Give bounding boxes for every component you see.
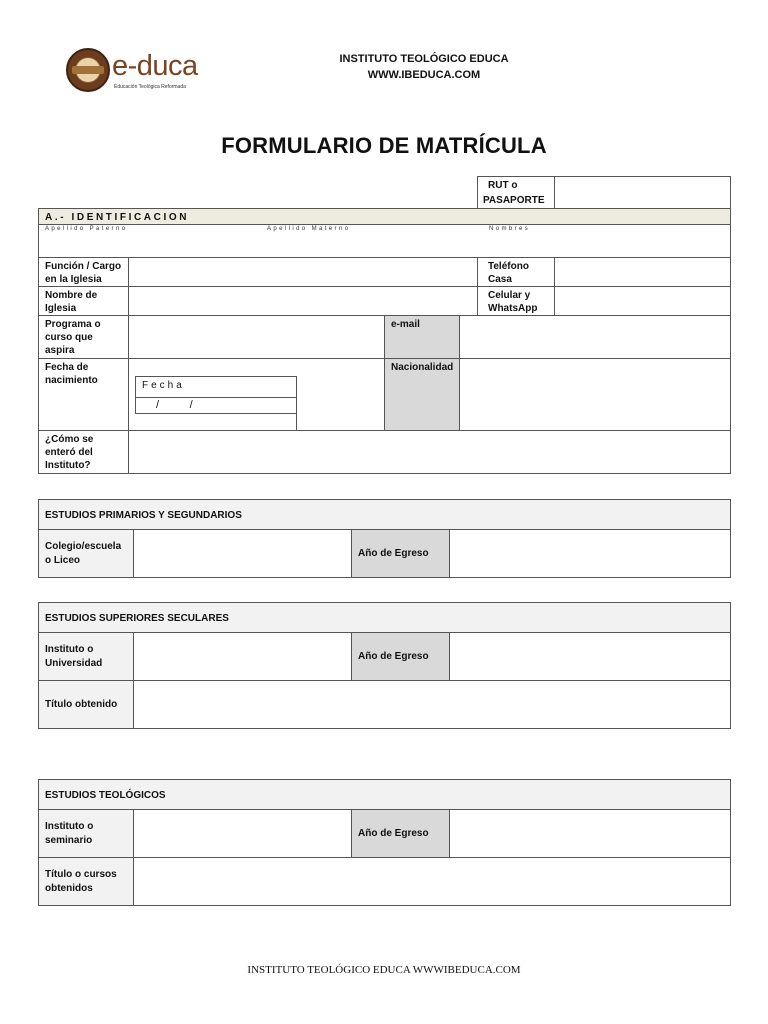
- funcion-label-line1: Función / Cargo: [45, 261, 122, 272]
- telefono-input[interactable]: [554, 257, 731, 287]
- funcion-label-line2: en la Iglesia: [45, 274, 102, 285]
- teologicos-egreso-input[interactable]: [449, 809, 731, 858]
- nacionalidad-label: Nacionalidad: [391, 362, 454, 373]
- email-label-cell: [384, 315, 460, 359]
- primarios-egreso-label: Año de Egreso: [358, 548, 429, 559]
- page-title: FORMULARIO DE MATRÍCULA: [221, 133, 547, 158]
- programa-label-line1: Programa o: [45, 319, 101, 330]
- fecha-nac-label-line1: Fecha de: [45, 362, 89, 373]
- fecha-input[interactable]: [135, 397, 297, 414]
- rut-label-cell: [477, 176, 555, 209]
- superiores-egreso-label-cell: [351, 632, 450, 681]
- universidad-label-cell: [38, 632, 134, 681]
- titulo-teo-input[interactable]: [133, 857, 731, 906]
- iglesia-label-line1: Nombre de: [45, 290, 98, 301]
- section-a-header: [38, 208, 731, 225]
- titulo-sup-input[interactable]: [133, 680, 731, 729]
- iglesia-input[interactable]: [128, 286, 478, 316]
- como-label-line2: enteró del: [45, 447, 93, 458]
- titulo-sup-label: Título obtenido: [45, 699, 118, 710]
- programa-input[interactable]: [128, 315, 385, 359]
- fecha-label: Fecha: [142, 380, 185, 391]
- universidad-label-line2: Universidad: [45, 658, 103, 669]
- colegio-label-cell: [38, 529, 134, 578]
- titulo-teo-label-line1: Título o cursos: [45, 869, 117, 880]
- telefono-label-line1: Teléfono: [488, 261, 529, 272]
- logo-brand: e-duca: [112, 50, 198, 82]
- institute-name: INSTITUTO TEOLÓGICO EDUCA: [339, 53, 509, 65]
- apellido-paterno-label: Apellido Paterno: [45, 226, 128, 232]
- rut-input[interactable]: [554, 176, 731, 209]
- celular-input[interactable]: [554, 286, 731, 316]
- primarios-title: ESTUDIOS PRIMARIOS Y SEGUNDARIOS: [45, 510, 242, 521]
- iglesia-label-cell: [38, 286, 129, 316]
- logo-tagline: Educación Teológica Reformada: [114, 84, 186, 90]
- seminario-label-line1: Instituto o: [45, 821, 94, 832]
- seminario-label-cell: [38, 809, 134, 858]
- colegio-input[interactable]: [133, 529, 352, 578]
- titulo-teo-label-cell: [38, 857, 134, 906]
- programa-label-line2: curso que: [45, 332, 93, 343]
- superiores-title: ESTUDIOS SUPERIORES SECULARES: [45, 613, 229, 624]
- fecha-slashes: / /: [156, 399, 193, 411]
- titulo-sup-label-cell: [38, 680, 134, 729]
- fecha-nac-area: [128, 358, 385, 431]
- teologicos-header: [38, 779, 731, 810]
- footer-text: INSTITUTO TEOLÓGICO EDUCA WWWIBEDUCA.COM: [247, 964, 521, 976]
- celular-label-line1: Celular y: [488, 290, 531, 301]
- fecha-nac-label-cell: [38, 358, 129, 431]
- primarios-egreso-label-cell: [351, 529, 450, 578]
- universidad-label-line1: Instituto o: [45, 644, 94, 655]
- como-label-cell: [38, 430, 129, 474]
- como-input[interactable]: [128, 430, 731, 474]
- primarios-header: [38, 499, 731, 530]
- funcion-label-cell: [38, 257, 129, 287]
- teologicos-egreso-label: Año de Egreso: [358, 828, 429, 839]
- section-a-title: A.- IDENTIFICACION: [45, 212, 190, 223]
- telefono-label-cell: [477, 257, 555, 287]
- celular-label-cell: [477, 286, 555, 316]
- colegio-label-line2: o Liceo: [45, 555, 81, 566]
- fecha-extra-row: [135, 413, 297, 431]
- superiores-header: [38, 602, 731, 633]
- name-row[interactable]: [38, 224, 731, 258]
- universidad-input[interactable]: [133, 632, 352, 681]
- email-input[interactable]: [459, 315, 731, 359]
- rut-label-line1: RUT o: [488, 180, 518, 191]
- primarios-egreso-input[interactable]: [449, 529, 731, 578]
- seminario-label-line2: seminario: [45, 835, 93, 846]
- nombres-label: Nombres: [489, 226, 531, 232]
- funcion-input[interactable]: [128, 257, 478, 287]
- celular-label-line2: WhatsApp: [488, 303, 538, 314]
- teologicos-egreso-label-cell: [351, 809, 450, 858]
- titulo-teo-label-line2: obtenidos: [45, 883, 93, 894]
- apellido-materno-label: Apellido Materno: [267, 226, 351, 232]
- nacionalidad-input[interactable]: [459, 358, 731, 431]
- iglesia-label-line2: Iglesia: [45, 303, 77, 314]
- telefono-label-line2: Casa: [488, 274, 512, 285]
- programa-label-cell: [38, 315, 129, 359]
- colegio-label-line1: Colegio/escuela: [45, 541, 122, 552]
- institute-website: WWW.IBEDUCA.COM: [367, 69, 481, 81]
- rut-label-line2: PASAPORTE: [483, 195, 545, 206]
- email-label: e-mail: [391, 319, 420, 330]
- programa-label-line3: aspira: [45, 345, 75, 356]
- como-label-line1: ¿Cómo se: [45, 434, 94, 445]
- teologicos-title: ESTUDIOS TEOLÓGICOS: [45, 790, 166, 801]
- seminario-input[interactable]: [133, 809, 352, 858]
- fecha-subheader: [135, 376, 297, 398]
- fecha-nac-label-line2: nacimiento: [45, 375, 98, 386]
- superiores-egreso-input[interactable]: [449, 632, 731, 681]
- nacionalidad-label-cell: [384, 358, 460, 431]
- como-label-line3: Instituto?: [45, 460, 91, 471]
- superiores-egreso-label: Año de Egreso: [358, 651, 429, 662]
